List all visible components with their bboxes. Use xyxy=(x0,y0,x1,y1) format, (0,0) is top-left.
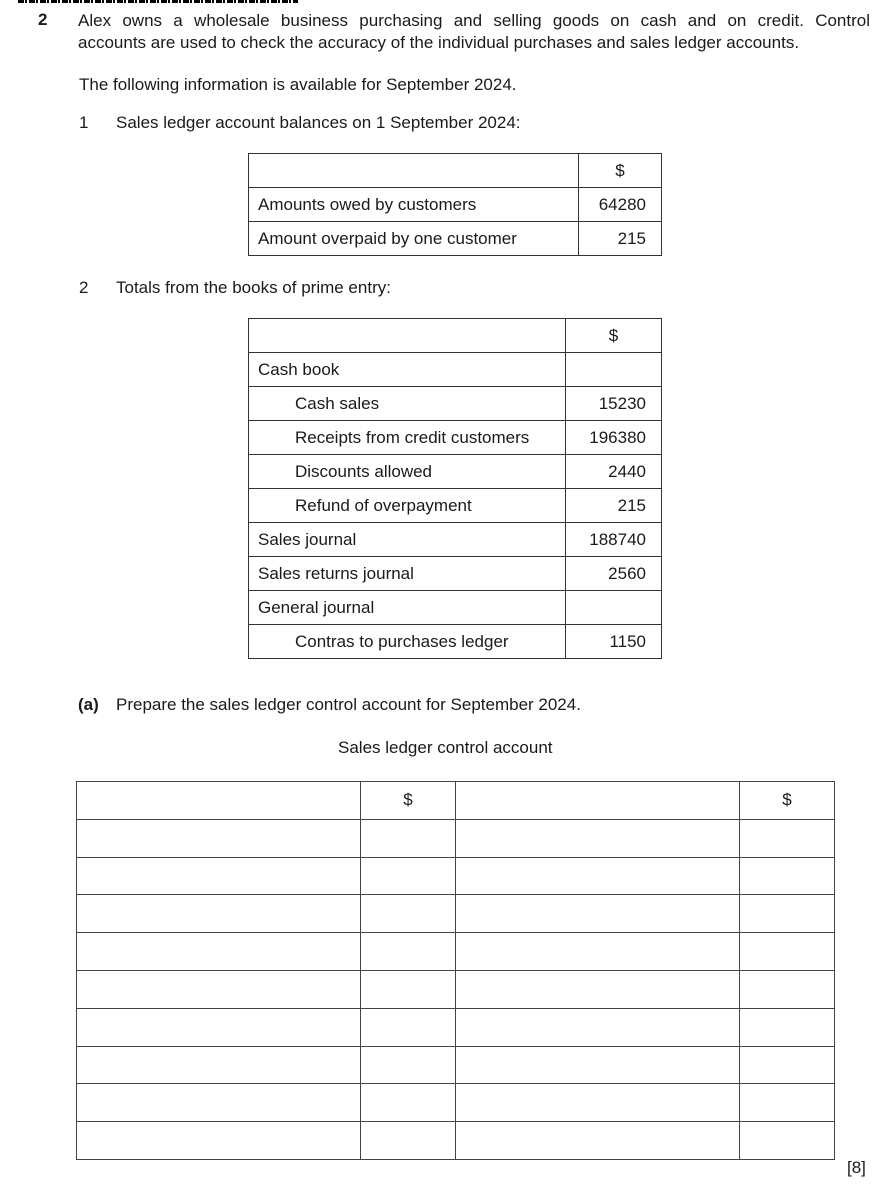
credit-details-cell[interactable] xyxy=(456,1122,740,1160)
credit-amount-cell[interactable] xyxy=(740,1046,835,1084)
row-value: 188740 xyxy=(566,523,662,557)
opening-balances-table xyxy=(248,153,662,256)
credit-details-cell[interactable] xyxy=(456,933,740,971)
credit-amount-cell[interactable] xyxy=(740,1084,835,1122)
currency-header: $ xyxy=(566,319,662,353)
ledger-row xyxy=(77,819,835,857)
debit-details-header xyxy=(77,782,361,820)
credit-currency-header: $ xyxy=(740,782,835,820)
prime-entry-table xyxy=(248,318,662,659)
row-value: 215 xyxy=(566,489,662,523)
debit-amount-cell[interactable] xyxy=(361,1122,456,1160)
credit-amount-cell[interactable] xyxy=(740,895,835,933)
ledger-header-row xyxy=(77,782,835,820)
ledger-row xyxy=(77,1122,835,1160)
table-row xyxy=(249,523,662,557)
ledger-row xyxy=(77,895,835,933)
debit-details-cell[interactable] xyxy=(77,1008,361,1046)
table-row xyxy=(249,557,662,591)
label-header-cell xyxy=(249,319,566,353)
debit-currency-header: $ xyxy=(361,782,456,820)
debit-amount-cell[interactable] xyxy=(361,970,456,1008)
intro-line-2: accounts are used to check the accuracy of the individual purchases and sales ledger accounts. xyxy=(78,33,800,52)
marks-allocation: [8] xyxy=(847,1158,866,1177)
debit-details-cell[interactable] xyxy=(77,970,361,1008)
debit-details-cell[interactable] xyxy=(77,895,361,933)
row-value: 1150 xyxy=(566,625,662,659)
debit-details-cell[interactable] xyxy=(77,1084,361,1122)
debit-amount-cell[interactable] xyxy=(361,895,456,933)
table-row xyxy=(249,387,662,421)
row-label: Amount overpaid by one customer xyxy=(249,222,579,256)
credit-details-cell[interactable] xyxy=(456,1084,740,1122)
ledger-row xyxy=(77,1084,835,1122)
row-label: Cash sales xyxy=(249,387,566,421)
part-a-instruction: Prepare the sales ledger control account for September 2024. xyxy=(116,695,581,714)
part-a-label: (a) xyxy=(78,695,99,714)
table-row xyxy=(249,421,662,455)
credit-details-cell[interactable] xyxy=(456,895,740,933)
debit-details-cell[interactable] xyxy=(77,933,361,971)
table-header-row xyxy=(249,154,662,188)
row-label: Amounts owed by customers xyxy=(249,188,579,222)
row-label: Contras to purchases ledger xyxy=(249,625,566,659)
credit-details-cell[interactable] xyxy=(456,1046,740,1084)
ledger-row xyxy=(77,857,835,895)
credit-amount-cell[interactable] xyxy=(740,933,835,971)
ledger-row xyxy=(77,1046,835,1084)
row-value: 2560 xyxy=(566,557,662,591)
credit-details-cell[interactable] xyxy=(456,819,740,857)
table-row xyxy=(249,625,662,659)
debit-details-cell[interactable] xyxy=(77,819,361,857)
debit-details-cell[interactable] xyxy=(77,1122,361,1160)
sales-ledger-control-account-table xyxy=(76,781,835,1160)
ledger-row xyxy=(77,933,835,971)
item-2-number: 2 xyxy=(79,278,89,297)
account-title: Sales ledger control account xyxy=(338,738,553,757)
credit-details-header xyxy=(456,782,740,820)
credit-details-cell[interactable] xyxy=(456,1008,740,1046)
currency-header: $ xyxy=(579,154,662,188)
row-value xyxy=(566,353,662,387)
question-number: 2 xyxy=(38,10,48,29)
row-label: General journal xyxy=(249,591,566,625)
debit-amount-cell[interactable] xyxy=(361,1008,456,1046)
question-intro xyxy=(78,10,870,54)
debit-amount-cell[interactable] xyxy=(361,1046,456,1084)
ledger-row xyxy=(77,970,835,1008)
row-label: Cash book xyxy=(249,353,566,387)
row-label: Discounts allowed xyxy=(249,455,566,489)
item-1-label: Sales ledger account balances on 1 September 2024: xyxy=(116,113,521,132)
credit-amount-cell[interactable] xyxy=(740,857,835,895)
table-row xyxy=(249,455,662,489)
table-row xyxy=(249,489,662,523)
row-label: Refund of overpayment xyxy=(249,489,566,523)
item-1-number: 1 xyxy=(79,113,89,132)
row-value: 64280 xyxy=(579,188,662,222)
row-label: Receipts from credit customers xyxy=(249,421,566,455)
debit-amount-cell[interactable] xyxy=(361,857,456,895)
credit-amount-cell[interactable] xyxy=(740,819,835,857)
debit-amount-cell[interactable] xyxy=(361,819,456,857)
intro-line-1: Alex owns a wholesale business purchasing and selling goods on cash and on credit. Control xyxy=(78,11,870,30)
page-barcode xyxy=(18,0,298,3)
row-value: 15230 xyxy=(566,387,662,421)
debit-details-cell[interactable] xyxy=(77,1046,361,1084)
row-value: 2440 xyxy=(566,455,662,489)
credit-amount-cell[interactable] xyxy=(740,970,835,1008)
credit-details-cell[interactable] xyxy=(456,970,740,1008)
credit-amount-cell[interactable] xyxy=(740,1122,835,1160)
debit-amount-cell[interactable] xyxy=(361,933,456,971)
debit-amount-cell[interactable] xyxy=(361,1084,456,1122)
ledger-row xyxy=(77,1008,835,1046)
row-value xyxy=(566,591,662,625)
table-header-row xyxy=(249,319,662,353)
table-row xyxy=(249,188,662,222)
label-header-cell xyxy=(249,154,579,188)
debit-details-cell[interactable] xyxy=(77,857,361,895)
row-label: Sales journal xyxy=(249,523,566,557)
table-row xyxy=(249,353,662,387)
info-heading: The following information is available for September 2024. xyxy=(79,75,517,94)
item-2-label: Totals from the books of prime entry: xyxy=(116,278,391,297)
credit-amount-cell[interactable] xyxy=(740,1008,835,1046)
row-value: 215 xyxy=(579,222,662,256)
credit-details-cell[interactable] xyxy=(456,857,740,895)
row-label: Sales returns journal xyxy=(249,557,566,591)
table-row xyxy=(249,222,662,256)
table-row xyxy=(249,591,662,625)
row-value: 196380 xyxy=(566,421,662,455)
